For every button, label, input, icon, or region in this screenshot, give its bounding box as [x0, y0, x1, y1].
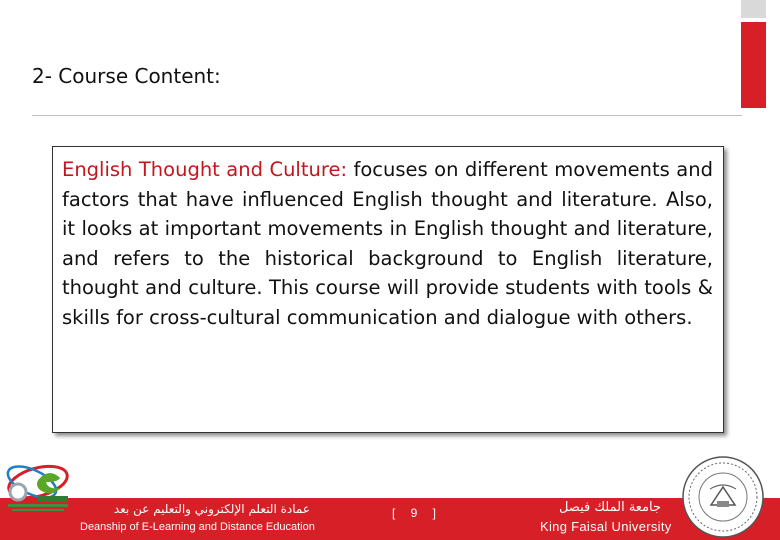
- university-name-arabic: جامعة الملك فيصل: [558, 500, 662, 515]
- university-seal-icon: [680, 455, 766, 539]
- title-divider: [32, 115, 742, 116]
- course-description: focuses on different movements and factors that have influenced English thought and literature. Also, it looks at important movements in English thought and literature, and refers to the historical background to English literature, thought and culture. This course will provide students with tools & skills for cross-cultural communication and dialogue with others.: [62, 158, 713, 329]
- content-box: [52, 146, 724, 433]
- decorative-red-bar: [741, 22, 766, 108]
- deanship-logo-icon: [2, 452, 74, 518]
- course-name: English Thought and Culture:: [62, 158, 348, 181]
- deanship-name-arabic: عمادة التعلم الإلكتروني والتعليم عن بعد: [113, 502, 310, 516]
- university-name-english: King Faisal University: [540, 519, 672, 534]
- decorative-gray-bar: [741, 0, 766, 18]
- page-number: [ 9 ]: [392, 506, 443, 520]
- slide-title: 2- Course Content:: [32, 64, 221, 88]
- deanship-name-english: Deanship of E-Learning and Distance Education: [80, 521, 315, 533]
